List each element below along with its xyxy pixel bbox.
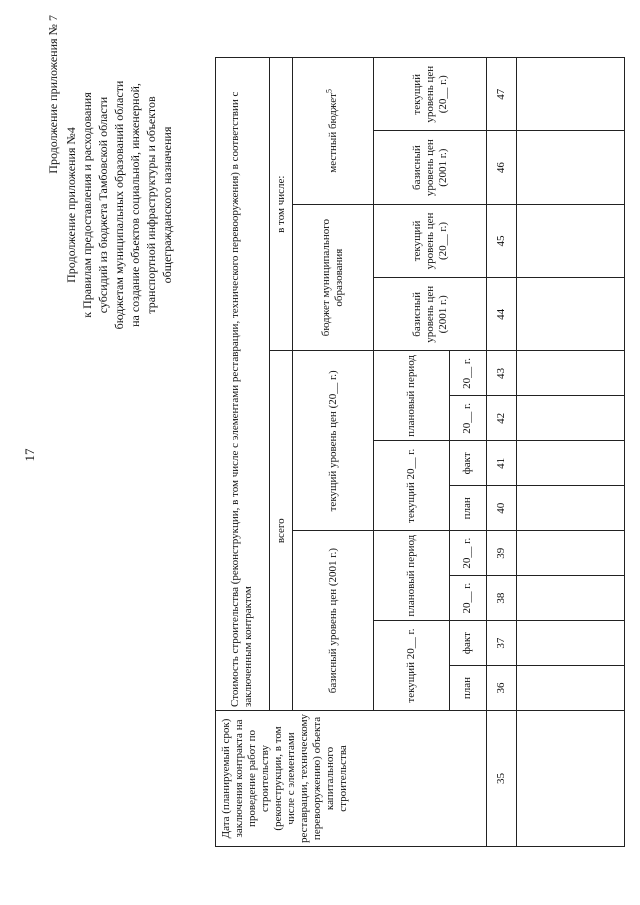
current-level-header: текущий уровень цен (20__ г.) — [293, 351, 374, 531]
page-number: 17 — [22, 448, 37, 462]
header-line: субсидий из бюджета Тамбовской области — [96, 96, 110, 314]
header-line: к Правилам предоставления и расходования — [80, 92, 94, 318]
contract-date-header: Дата (планируемый срок) заключения контракта на проведение работ по строительству (реконструкции, в том числе с элементами реставрации, техническому перевооружению) объекта капитального строительства — [216, 710, 487, 846]
planned-period-header: плановый период — [374, 531, 449, 621]
document-header — [45, 15, 175, 395]
column-number: 47 — [487, 58, 517, 131]
table-cell — [517, 204, 625, 277]
subsidy-table — [215, 57, 625, 847]
table-cell — [517, 441, 625, 486]
header-line: бюджетам муниципальных образований области — [112, 80, 126, 330]
plan-header: план — [449, 486, 487, 531]
local-current-level-header: текущий уровень цен (20__ г.) — [374, 58, 487, 131]
column-number: 46 — [487, 131, 517, 204]
header-line: Продолжение приложения №4 — [64, 127, 78, 283]
column-number: 38 — [487, 576, 517, 621]
plan-header: план — [449, 666, 487, 711]
table-cell — [517, 131, 625, 204]
column-number: 45 — [487, 204, 517, 277]
local-base-level-header: базисный уровень цен (2001 г.) — [374, 131, 487, 204]
table-cell — [517, 621, 625, 666]
table-cell — [517, 396, 625, 441]
table-cell — [517, 486, 625, 531]
municipal-base-level-header: базисный уровень цен (2001 г.) — [374, 278, 487, 351]
current-year-header: текущий 20__ г. — [374, 441, 449, 531]
header-line: общегражданского назначения — [160, 126, 174, 284]
table-cell — [517, 576, 625, 621]
column-number: 43 — [487, 351, 517, 396]
year-header: 20__ г. — [449, 576, 487, 621]
year-header: 20__ г. — [449, 531, 487, 576]
including-header: в том числе: — [269, 58, 293, 351]
column-number: 41 — [487, 441, 517, 486]
table-cell — [517, 58, 625, 131]
year-header: 20__ г. — [449, 351, 487, 396]
column-number: 36 — [487, 666, 517, 711]
current-year-header: текущий 20__ г. — [374, 621, 449, 711]
table-cell — [517, 278, 625, 351]
table-cell — [517, 531, 625, 576]
fact-header: факт — [449, 621, 487, 666]
cost-title-header: Стоимость строительства (реконструкции, в том числе с элементами реставрации, технического перевооружения) в соответствии с заключенным контрактом — [216, 58, 270, 711]
table-cell — [517, 351, 625, 396]
planned-period-header: плановый период — [374, 351, 449, 441]
continuation-line: Продолжение приложения № 7 — [46, 15, 60, 174]
year-header: 20__ г. — [449, 396, 487, 441]
column-number: 35 — [487, 710, 517, 846]
header-line: на создание объектов социальной, инженерной, — [128, 83, 142, 327]
column-number: 44 — [487, 278, 517, 351]
column-number: 39 — [487, 531, 517, 576]
column-number: 37 — [487, 621, 517, 666]
subsidy-table-wrapper — [215, 57, 625, 847]
local-budget-header: местный бюджет$^5$ — [293, 58, 374, 205]
municipal-budget-header: бюджет муниципального образования — [293, 204, 374, 351]
column-number: 42 — [487, 396, 517, 441]
base-level-header: базисный уровень цен (2001 г.) — [293, 531, 374, 711]
column-number: 40 — [487, 486, 517, 531]
table-cell — [517, 666, 625, 711]
table-cell — [517, 710, 625, 846]
fact-header: факт — [449, 441, 487, 486]
header-line: транспортной инфраструктуры и объектов — [144, 96, 158, 314]
total-header: всего — [269, 351, 293, 711]
municipal-current-level-header: текущий уровень цен (20__ г.) — [374, 204, 487, 277]
